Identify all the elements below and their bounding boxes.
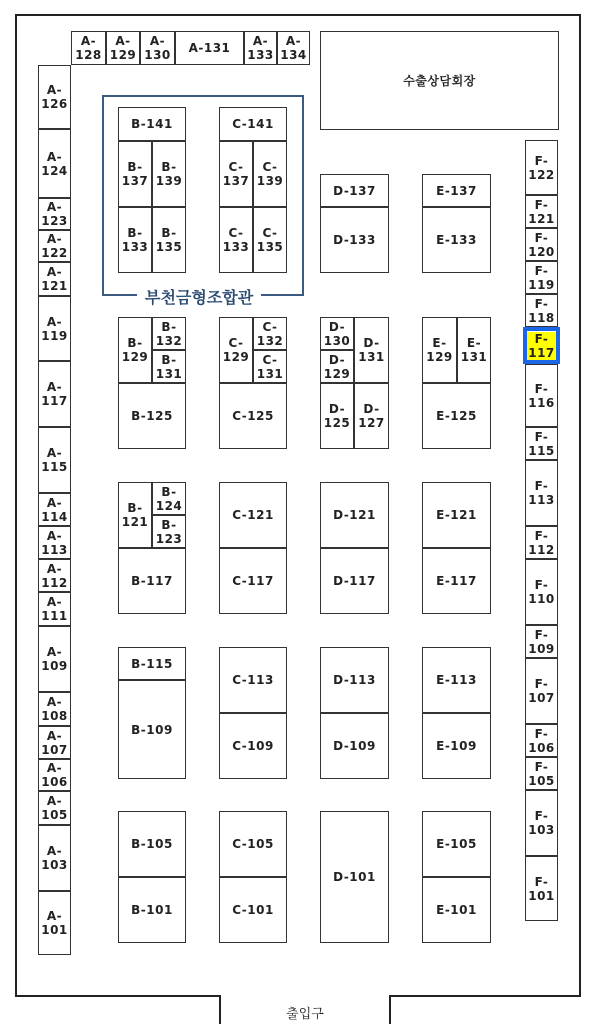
booth-label: C- 137 [222, 160, 250, 188]
booth-label: C- 132 [256, 319, 284, 348]
booth-e-113[interactable] [422, 647, 491, 713]
booth-label: A- 117 [41, 380, 68, 408]
booth-a-134[interactable] [277, 31, 310, 65]
booth-e-117[interactable] [422, 548, 491, 614]
booth-label: C- 131 [256, 352, 284, 381]
booth-f-103[interactable] [525, 790, 558, 856]
booth-c-129[interactable] [219, 317, 253, 383]
booth-d-125[interactable] [320, 383, 354, 449]
booth-label: F- 105 [528, 759, 555, 788]
booth-a-128[interactable] [71, 31, 106, 65]
booth-b-125[interactable] [118, 383, 186, 449]
booth-a-131[interactable] [175, 31, 244, 65]
booth-b-105[interactable] [118, 811, 186, 877]
booth-label: C-101 [232, 903, 274, 917]
booth-label: B-105 [131, 837, 173, 851]
booth-f-119[interactable] [525, 261, 558, 294]
booth-label: D-109 [333, 739, 376, 753]
booth-label: D-101 [333, 870, 376, 884]
booth-b-101[interactable] [118, 877, 186, 943]
booth-label: F- 117 [528, 331, 555, 360]
booth-d-121[interactable] [320, 482, 389, 548]
booth-d-129[interactable] [320, 350, 354, 383]
booth-f-109[interactable] [525, 625, 558, 658]
booth-label: E-121 [436, 508, 477, 522]
booth-label: E-101 [436, 903, 477, 917]
booth-label: D-121 [333, 508, 376, 522]
booth-label: B- 123 [155, 517, 183, 546]
booth-label: A- 119 [41, 314, 68, 343]
booth-c-141[interactable] [219, 107, 287, 141]
booth-label: E-109 [436, 739, 477, 753]
booth-a-124[interactable] [38, 129, 71, 198]
booth-c-117[interactable] [219, 548, 287, 614]
booth-d-127[interactable] [354, 383, 389, 449]
booth-label: E-113 [436, 673, 477, 687]
booth-f-115[interactable] [525, 427, 558, 460]
booth-b-135[interactable] [152, 207, 186, 273]
wall-left [15, 14, 17, 997]
booth-d-117[interactable] [320, 548, 389, 614]
booth-a-123[interactable] [38, 198, 71, 230]
booth-label: F- 109 [528, 627, 555, 656]
booth-b-141[interactable] [118, 107, 186, 141]
booth-label: B- 133 [121, 226, 149, 254]
booth-e-105[interactable] [422, 811, 491, 877]
booth-f-117[interactable] [523, 327, 560, 364]
booth-label: C-125 [232, 409, 274, 423]
door-post-right [389, 995, 391, 1024]
booth-b-131[interactable] [152, 350, 186, 383]
booth-label: A- 123 [41, 200, 68, 228]
booth-label: D- 130 [323, 319, 351, 348]
booth-label: F- 112 [528, 528, 555, 557]
booth-label: A- 129 [109, 34, 137, 62]
booth-e-137[interactable] [422, 174, 491, 207]
booth-label: C-121 [232, 508, 274, 522]
booth-a-122[interactable] [38, 230, 71, 262]
booth-label: D-113 [333, 673, 376, 687]
booth-a-133[interactable] [244, 31, 277, 65]
booth-label: C-113 [232, 673, 274, 687]
booth-label: E-117 [436, 574, 477, 588]
booth-label: B- 135 [155, 226, 183, 254]
booth-f-122[interactable] [525, 140, 558, 195]
entrance-label: 출입구 [286, 1007, 324, 1022]
booth-f-121[interactable] [525, 195, 558, 228]
booth-label: F- 101 [528, 874, 555, 903]
booth-e-131[interactable] [457, 317, 491, 383]
wall-bottom-right [389, 995, 581, 997]
booth-d-101[interactable] [320, 811, 389, 943]
booth-label: B- 121 [121, 501, 149, 529]
booth-a-117[interactable] [38, 361, 71, 427]
booth-b-121[interactable] [118, 482, 152, 548]
booth-b-109[interactable] [118, 680, 186, 779]
booth-a-107[interactable] [38, 726, 71, 759]
booth-e-125[interactable] [422, 383, 491, 449]
booth-c-105[interactable] [219, 811, 287, 877]
booth-label: D- 127 [358, 402, 385, 430]
booth-a-109[interactable] [38, 626, 71, 692]
booth-label: F- 121 [528, 197, 555, 226]
booth-label: A- 128 [75, 34, 102, 62]
booth-a-121[interactable] [38, 262, 71, 296]
booth-e-101[interactable] [422, 877, 491, 943]
booth-c-139[interactable] [253, 141, 287, 207]
booth-label: F- 116 [528, 381, 555, 410]
booth-label: A- 108 [41, 695, 68, 723]
booth-label: D-117 [333, 574, 376, 588]
booth-f-105[interactable] [525, 757, 558, 790]
booth-label: C-117 [232, 574, 274, 588]
booth-label: B- 132 [155, 319, 183, 348]
booth-d-133[interactable] [320, 207, 389, 273]
booth-label: C- 129 [222, 336, 250, 364]
booth-b-132[interactable] [152, 317, 186, 350]
booth-label: B-101 [131, 903, 173, 917]
booth-label: E-105 [436, 837, 477, 851]
booth-label: F- 107 [528, 677, 555, 705]
booth-c-135[interactable] [253, 207, 287, 273]
booth-a-130[interactable] [140, 31, 175, 65]
booth-c-125[interactable] [219, 383, 287, 449]
booth-label: C- 133 [222, 226, 250, 254]
door-post-left [219, 995, 221, 1024]
booth-label: E-137 [436, 183, 477, 198]
booth-d-131[interactable] [354, 317, 389, 383]
booth-a-111[interactable] [38, 592, 71, 626]
booth-d-113[interactable] [320, 647, 389, 713]
booth-label: F- 103 [528, 809, 555, 837]
booth-label: A- 133 [247, 34, 274, 62]
booth-b-117[interactable] [118, 548, 186, 614]
booth-label: C-105 [232, 837, 274, 851]
booth-label: D-133 [333, 233, 376, 247]
booth-label: A- 113 [41, 528, 68, 557]
booth-a-101[interactable] [38, 891, 71, 955]
booth-c-133[interactable] [219, 207, 253, 273]
booth-c-132[interactable] [253, 317, 287, 350]
booth-b-124[interactable] [152, 482, 186, 515]
wall-bottom-left [15, 995, 221, 997]
booth-label: A- 121 [41, 265, 68, 293]
wall-right [579, 14, 581, 997]
wall-top [15, 14, 581, 16]
booth-label: B-125 [131, 409, 173, 423]
booth-c-101[interactable] [219, 877, 287, 943]
booth-label: D- 125 [323, 402, 351, 430]
consultation-hall-label: 수출상담회장 [403, 73, 476, 88]
booth-label: B-141 [131, 117, 173, 131]
booth-label: D- 129 [323, 352, 351, 381]
booth-label: A- 130 [144, 34, 171, 62]
booth-label: B-115 [131, 656, 173, 671]
booth-f-118[interactable] [525, 294, 558, 327]
booth-label: B- 139 [155, 160, 183, 188]
booth-a-126[interactable] [38, 65, 71, 129]
booth-d-130[interactable] [320, 317, 354, 350]
booth-e-133[interactable] [422, 207, 491, 273]
booth-c-137[interactable] [219, 141, 253, 207]
booth-a-129[interactable] [106, 31, 140, 65]
booth-f-110[interactable] [525, 559, 558, 625]
booth-label: F- 113 [528, 479, 555, 507]
booth-a-115[interactable] [38, 427, 71, 493]
booth-b-115[interactable] [118, 647, 186, 680]
booth-label: B- 137 [121, 160, 149, 188]
booth-label: B-109 [131, 722, 173, 737]
booth-a-114[interactable] [38, 493, 71, 526]
booth-b-123[interactable] [152, 515, 186, 548]
booth-label: F- 110 [528, 578, 555, 606]
booth-a-113[interactable] [38, 526, 71, 559]
booth-a-108[interactable] [38, 692, 71, 726]
booth-label: A- 122 [41, 232, 68, 260]
booth-label: A- 126 [41, 83, 68, 111]
booth-f-101[interactable] [525, 856, 558, 921]
booth-a-112[interactable] [38, 559, 71, 592]
booth-label: C- 135 [256, 226, 284, 254]
consultation-hall [320, 31, 559, 130]
group-title: 부천금형조합관 [137, 285, 261, 308]
booth-label: F- 122 [528, 153, 555, 182]
booth-e-109[interactable] [422, 713, 491, 779]
booth-e-121[interactable] [422, 482, 491, 548]
booth-d-137[interactable] [320, 174, 389, 207]
booth-label: E- 129 [426, 336, 453, 364]
booth-f-106[interactable] [525, 724, 558, 757]
booth-c-113[interactable] [219, 647, 287, 713]
booth-label: A- 124 [41, 149, 68, 178]
booth-label: E-125 [436, 409, 477, 423]
booth-f-113[interactable] [525, 460, 558, 526]
booth-f-116[interactable] [525, 364, 558, 427]
booth-d-109[interactable] [320, 713, 389, 779]
booth-label: F- 115 [528, 429, 555, 458]
booth-a-106[interactable] [38, 759, 71, 791]
booth-label: F- 118 [528, 296, 555, 325]
booth-label: E-133 [436, 233, 477, 247]
booth-label: B-117 [131, 574, 173, 588]
booth-label: F- 106 [528, 726, 555, 755]
booth-b-133[interactable] [118, 207, 152, 273]
booth-label: F- 119 [528, 263, 555, 292]
booth-label: A- 103 [41, 844, 68, 872]
booth-label: B- 129 [121, 336, 149, 364]
booth-b-129[interactable] [118, 317, 152, 383]
booth-label: A- 106 [41, 761, 68, 789]
booth-c-121[interactable] [219, 482, 287, 548]
booth-label: B- 131 [155, 352, 183, 381]
booth-label: A- 107 [41, 728, 68, 757]
booth-f-112[interactable] [525, 526, 558, 559]
booth-label: C-141 [232, 117, 274, 131]
booth-label: A- 134 [280, 34, 307, 62]
booth-f-120[interactable] [525, 228, 558, 261]
booth-a-103[interactable] [38, 825, 71, 891]
booth-label: A- 114 [41, 495, 68, 524]
booth-label: A- 101 [41, 909, 68, 937]
booth-e-129[interactable] [422, 317, 457, 383]
booth-label: A- 111 [41, 595, 68, 623]
booth-f-107[interactable] [525, 658, 558, 724]
booth-label: B- 124 [155, 484, 183, 513]
booth-label: C- 139 [256, 160, 284, 188]
booth-label: E- 131 [460, 336, 488, 364]
booth-label: A- 109 [41, 645, 68, 673]
booth-c-109[interactable] [219, 713, 287, 779]
booth-label: A-131 [188, 41, 231, 55]
booth-label: C-109 [232, 739, 274, 753]
booth-label: D- 131 [358, 336, 385, 364]
booth-a-105[interactable] [38, 791, 71, 825]
booth-a-119[interactable] [38, 296, 71, 361]
booth-b-139[interactable] [152, 141, 186, 207]
booth-label: F- 120 [528, 230, 555, 259]
booth-label: A- 112 [41, 561, 68, 590]
booth-label: A- 105 [41, 794, 68, 822]
booth-c-131[interactable] [253, 350, 287, 383]
booth-label: A- 115 [41, 446, 68, 474]
booth-b-137[interactable] [118, 141, 152, 207]
booth-label: D-137 [333, 183, 376, 198]
